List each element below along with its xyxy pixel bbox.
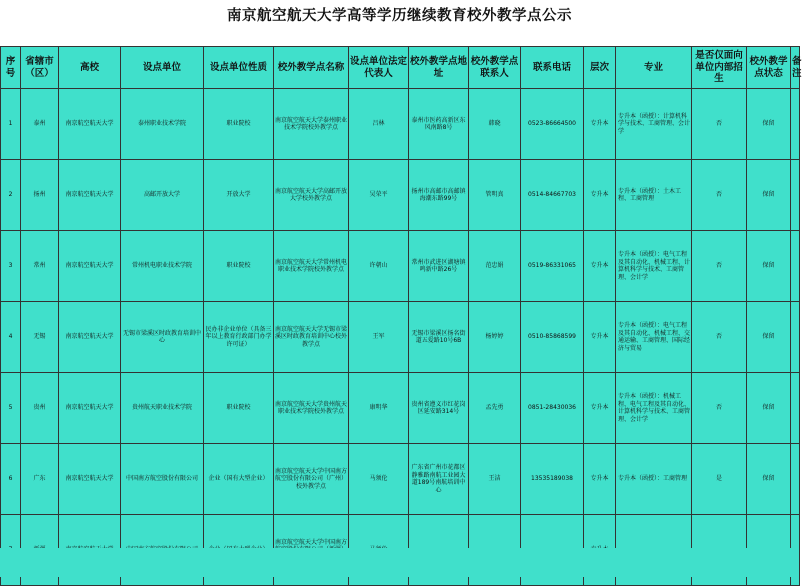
col-header-address: 校外教学点地址 [409,47,469,89]
cell-unit: 贵州航天职业技术学院 [121,373,204,444]
table-row [1,89,800,160]
cell-majors: 专升本（函授）：机械工程、电气工程及其自动化、计算机科学与技术、工商管理、会计学 [616,373,692,444]
cell-level: 专升本 [584,302,616,373]
cell-city: 无锡 [21,302,59,373]
cell-legal-rep: 吴荣平 [349,160,409,231]
cell-level: 专升本 [584,89,616,160]
col-header-majors: 专业 [616,47,692,89]
cell-note [791,444,800,515]
document-title: 南京航空航天大学高等学历继续教育校外教学点公示 [227,8,572,24]
cell-phone: 0514-84667703 [521,160,584,231]
cell-majors: 专升本（函授）：工商管理 [616,444,692,515]
cell-internal: 否 [692,231,747,302]
cell-city: 常州 [21,231,59,302]
cell-legal-rep: 许朝山 [349,231,409,302]
table-row [1,302,800,373]
cell-internal: 否 [692,302,747,373]
cell-legal-rep: 吕林 [349,89,409,160]
cell-unit: 高邮开放大学 [121,160,204,231]
cell-note [791,373,800,444]
col-header-internal: 是否仅面向单位内部招生 [692,47,747,89]
cell-phone: 0851-28430036 [521,373,584,444]
cell-site-name: 南京航空航天大学无锡市梁溪区时政教育培训中心校外教学点 [274,302,349,373]
cell-unit: 常州机电职业技术学院 [121,231,204,302]
cell-university: 南京航空航天大学 [59,302,121,373]
cell-no: 5 [1,373,21,444]
cell-no: 4 [1,302,21,373]
cell-nature: 企业（国有大型企业） [204,444,274,515]
cell-status: 保留 [747,444,791,515]
cell-site-name: 南京航空航天大学贵州航天职业技术学院校外教学点 [274,373,349,444]
bottom-band [0,548,799,577]
table-header-row [1,47,800,89]
cell-university: 南京航空航天大学 [59,444,121,515]
cell-contact: 韩晓 [469,89,521,160]
cell-majors: 专升本（函授）：电气工程及其自动化、机械工程、交通运输、工商管理、国际经济与贸易 [616,302,692,373]
cell-nature: 职业院校 [204,373,274,444]
cell-site-name: 南京航空航天大学中国南方航空股份有限公司（广州）校外教学点 [274,444,349,515]
cell-site-name: 南京航空航天大学中国南方 [274,515,349,586]
cell-no: 2 [1,160,21,231]
cell-status: 保留 [747,160,791,231]
cell-city: 贵州 [21,373,59,444]
cell-contact: 范忠娟 [469,231,521,302]
col-header-university: 高校 [59,47,121,89]
cell-university: 南京航空航天大学 [59,160,121,231]
col-header-contact: 校外教学点联系人 [469,47,521,89]
cell-internal: 否 [692,89,747,160]
teaching-sites-table [0,46,800,586]
cell-address: 贵州省遵义市红花岗区延安路314号 [409,373,469,444]
col-header-status: 校外教学点状态 [747,47,791,89]
cell-nature: 民办非企业单位（具备三年以上教育行政部门办学许可证） [204,302,274,373]
col-header-phone: 联系电话 [521,47,584,89]
cell-site-name: 南京航空航天大学高邮开放大学校外教学点 [274,160,349,231]
cell-internal: 是 [692,444,747,515]
cell-site-name: 南京航空航天大学泰州职业技术学院校外教学点 [274,89,349,160]
cell-city: 泰州 [21,89,59,160]
cell-nature: 职业院校 [204,89,274,160]
col-header-unit: 设点单位 [121,47,204,89]
cell-unit: 无锡市梁溪区时政教育培训中心 [121,302,204,373]
cell-university: 南京航空航天大学 [59,231,121,302]
title-band [0,28,799,46]
col-header-nature: 设点单位性质 [204,47,274,89]
col-header-level: 层次 [584,47,616,89]
cell-note [791,231,800,302]
cell-status: 保留 [747,373,791,444]
cell-note [791,89,800,160]
cell-internal: 否 [692,160,747,231]
cell-majors: 专升本（函授）：电气工程及其自动化、机械工程、计算机科学与技术、工商管理、会计学 [616,231,692,302]
cell-phone: 0510-85868599 [521,302,584,373]
cell-address: 无锡市梁溪区扬名街道五爱路10号6B [409,302,469,373]
col-header-no: 序号 [1,47,21,89]
cell-status: 保留 [747,89,791,160]
cell-legal-rep: 马须伦 [349,444,409,515]
cell-unit: 中国南方航空股份有限公司 [121,444,204,515]
cell-address: 常州市武进区湖塘镇鸣新中路26号 [409,231,469,302]
col-header-city: 省辖市（区） [21,47,59,89]
cell-no: 1 [1,89,21,160]
col-header-site-name: 校外教学点名称 [274,47,349,89]
cell-nature: 职业院校 [204,231,274,302]
cell-phone: 13535189038 [521,444,584,515]
cell-level: 专升本 [584,231,616,302]
cell-phone: 0523-86664500 [521,89,584,160]
cell-status: 保留 [747,231,791,302]
cell-contact: 孟先勇 [469,373,521,444]
col-header-note: 备注 [791,47,800,89]
cell-majors: 专升本（函授）：土木工程、工商管理 [616,160,692,231]
cell-address: 扬州市高邮市高邮镇海潮东路99号 [409,160,469,231]
table-row [1,444,800,515]
cell-phone: 0519-86331065 [521,231,584,302]
cell-note [791,302,800,373]
cell-level: 专升本 [584,373,616,444]
cell-internal: 否 [692,373,747,444]
col-header-legal-rep: 设点单位法定代表人 [349,47,409,89]
table-row [1,160,800,231]
cell-status: 保留 [747,302,791,373]
cell-address: 泰州市医药高新区东风南路8号 [409,89,469,160]
cell-contact: 杨婷婷 [469,302,521,373]
table-row [1,373,800,444]
cell-level: 专升本 [584,160,616,231]
cell-unit: 泰州职业技术学院 [121,89,204,160]
cell-legal-rep: 康明华 [349,373,409,444]
cell-contact: 王洁 [469,444,521,515]
cell-majors: 专升本（函授）：计算机科学与技术、工商管理、会计学 [616,89,692,160]
cell-city: 扬州 [21,160,59,231]
cell-city: 广东 [21,444,59,515]
cell-level: 专升本 [584,444,616,515]
table-row [1,231,800,302]
cell-no: 3 [1,231,21,302]
cell-university: 南京航空航天大学 [59,89,121,160]
cell-contact: 管明真 [469,160,521,231]
cell-university: 南京航空航天大学 [59,373,121,444]
cell-note [791,160,800,231]
cell-no: 6 [1,444,21,515]
cell-address: 广东省广州市花都区静雅路南航工业园大道189号南航培训中心 [409,444,469,515]
cell-nature: 开放大学 [204,160,274,231]
cell-site-name: 南京航空航天大学常州机电职业技术学院校外教学点 [274,231,349,302]
cell-legal-rep: 王军 [349,302,409,373]
